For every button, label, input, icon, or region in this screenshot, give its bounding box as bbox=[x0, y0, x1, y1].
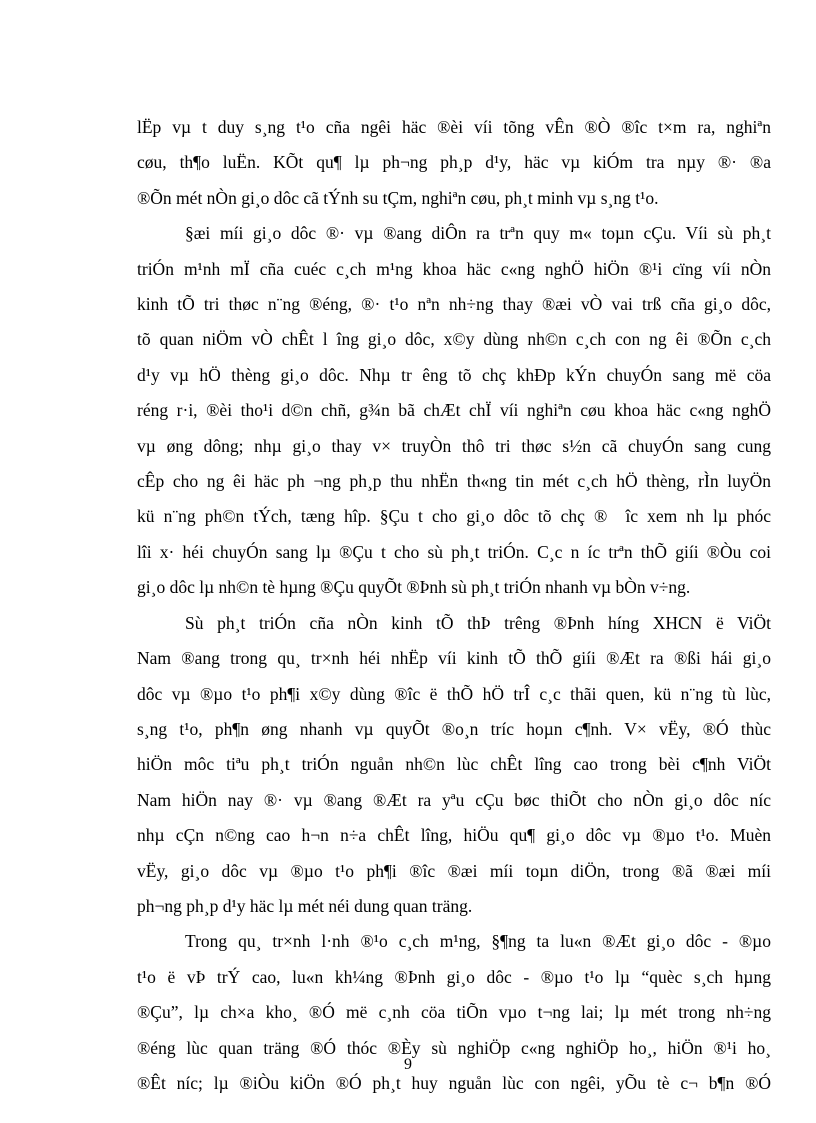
text-line: ®Çu”, lµ ch×a kho¸ ®Ó më c¸nh cöa tiÕn vµo t¬ng lai; lµ mét trong nh÷ng bbox=[137, 1002, 771, 1023]
text-line: nhµ cÇn n©ng cao h¬n n÷a chÊt lîng, hiÖu qu¶ gi¸o dôc vµ ®µo t¹o. Muèn bbox=[137, 825, 771, 846]
text-line: ®Êt níc; lµ ®iÒu kiÖn ®Ó ph¸t huy nguån lùc con ngêi, yÕu tè c¬ b¶n ®Ó bbox=[137, 1072, 771, 1093]
text-line: t¹o ë vÞ trÝ cao, lu«n kh¼ng ®Þnh gi¸o dôc - ®µo t¹o lµ “quèc s¸ch hµng bbox=[137, 966, 771, 987]
text-line: ®éng lùc quan träng ®Ó thóc ®Èy sù nghiÖp c«ng nghiÖp ho¸, hiÖn ®¹i ho¸ bbox=[137, 1037, 771, 1058]
text-line: s¸ng t¹o, ph¶n øng nhanh vµ quyÕt ®o¸n tríc hoµn c¶nh. V× vËy, ®Ó thùc bbox=[137, 718, 771, 739]
text-line: tõ quan niÖm vÒ chÊt l îng gi¸o dôc, x©y dùng nh©n c¸ch con ng êi ®Õn c¸ch bbox=[137, 329, 771, 350]
text-line: Nam hiÖn nay ®· vµ ®ang ®Æt ra yªu cÇu bøc thiÕt cho nÒn gi¸o dôc níc bbox=[137, 789, 771, 810]
text-line: d¹y vµ hÖ thèng gi¸o dôc. Nhµ tr êng tõ chç khÐp kÝn chuyÓn sang më cöa bbox=[137, 364, 771, 385]
text-line: lîi x· héi chuyÓn sang lµ ®Çu t cho sù ph¸t triÓn. C¸c n íc trªn thÕ giíi ®Òu coi bbox=[137, 541, 771, 562]
paragraph-1 bbox=[137, 110, 771, 216]
page-body bbox=[137, 110, 771, 1101]
text-line: §æi míi gi¸o dôc ®· vµ ®ang diÔn ra trªn quy m« toµn cÇu. Víi sù ph¸t bbox=[185, 223, 771, 244]
text-line: lËp vµ t duy s¸ng t¹o cña ngêi häc ®èi víi tõng vÊn ®Ò ®îc t×m ra, nghiªn bbox=[137, 117, 771, 137]
text-line: vËy, gi¸o dôc vµ ®µo t¹o ph¶i ®îc ®æi míi toµn diÖn, trong ®ã ®æi míi bbox=[137, 860, 771, 881]
paragraph-3 bbox=[137, 606, 771, 925]
text-line: ®Õn mét nÒn gi¸o dôc cã tÝnh su tÇm, nghiªn cøu, ph¸t minh vµ s¸ng t¹o. bbox=[137, 187, 659, 208]
text-line: Sù ph¸t triÓn cña nÒn kinh tÕ thÞ trêng ®Þnh híng XHCN ë ViÖt bbox=[185, 612, 771, 633]
text-line: vµ øng dông; nhµ gi¸o thay v× truyÒn thô tri thøc s½n cã chuyÓn sang cung bbox=[137, 435, 771, 456]
text-line: dôc vµ ®µo t¹o ph¶i x©y dùng ®îc ë thÕ hÖ trÎ c¸c thãi quen, kü n¨ng tù lùc, bbox=[137, 683, 771, 704]
text-line: kinh tÕ tri thøc n¨ng ®éng, ®· t¹o nªn nh÷ng thay ®æi vÒ vai trß cña gi¸o dôc, bbox=[137, 294, 771, 315]
text-line: réng r·i, ®èi tho¹i d©n chñ, g¾n bã chÆt chÏ víi nghiªn cøu khoa häc c«ng nghÖ bbox=[137, 400, 771, 421]
text-line: Trong qu¸ tr×nh l·nh ®¹o c¸ch m¹ng, §¶ng ta lu«n ®Æt gi¸o dôc - ®µo bbox=[185, 931, 771, 952]
text-line: hiÖn môc tiªu ph¸t triÓn nguån nh©n lùc chÊt lîng cao trong bèi c¶nh ViÖt bbox=[137, 754, 771, 775]
text-line: cøu, th¶o luËn. KÕt qu¶ lµ ph¬ng ph¸p d¹y, häc vµ kiÓm tra nµy ®· ®a bbox=[137, 152, 771, 173]
text-line: gi¸o dôc lµ nh©n tè hµng ®Çu quyÕt ®Þnh sù ph¸t triÓn nhanh vµ bÒn v÷ng. bbox=[137, 577, 691, 598]
text-line: Nam ®ang trong qu¸ tr×nh héi nhËp víi kinh tÕ thÕ giíi ®Æt ra ®ßi hái gi¸o bbox=[137, 648, 771, 669]
text-line: triÓn m¹nh mÏ cña cuéc c¸ch m¹ng khoa häc c«ng nghÖ hiÖn ®¹i cïng víi nÒn bbox=[137, 258, 771, 279]
text-line: kü n¨ng ph©n tÝch, tæng hîp. §Çu t cho gi¸o dôc tõ chç ® îc xem nh lµ phóc bbox=[137, 506, 771, 527]
paragraph-2 bbox=[137, 216, 771, 605]
text-line: ph¬ng ph¸p d¹y häc lµ mét néi dung quan träng. bbox=[137, 895, 473, 916]
text-line: cÊp cho ng êi häc ph ¬ng ph¸p thu nhËn th«ng tin mét c¸ch hÖ thèng, rÌn luyÖn bbox=[137, 471, 771, 492]
page-number: 9 bbox=[404, 1056, 412, 1073]
